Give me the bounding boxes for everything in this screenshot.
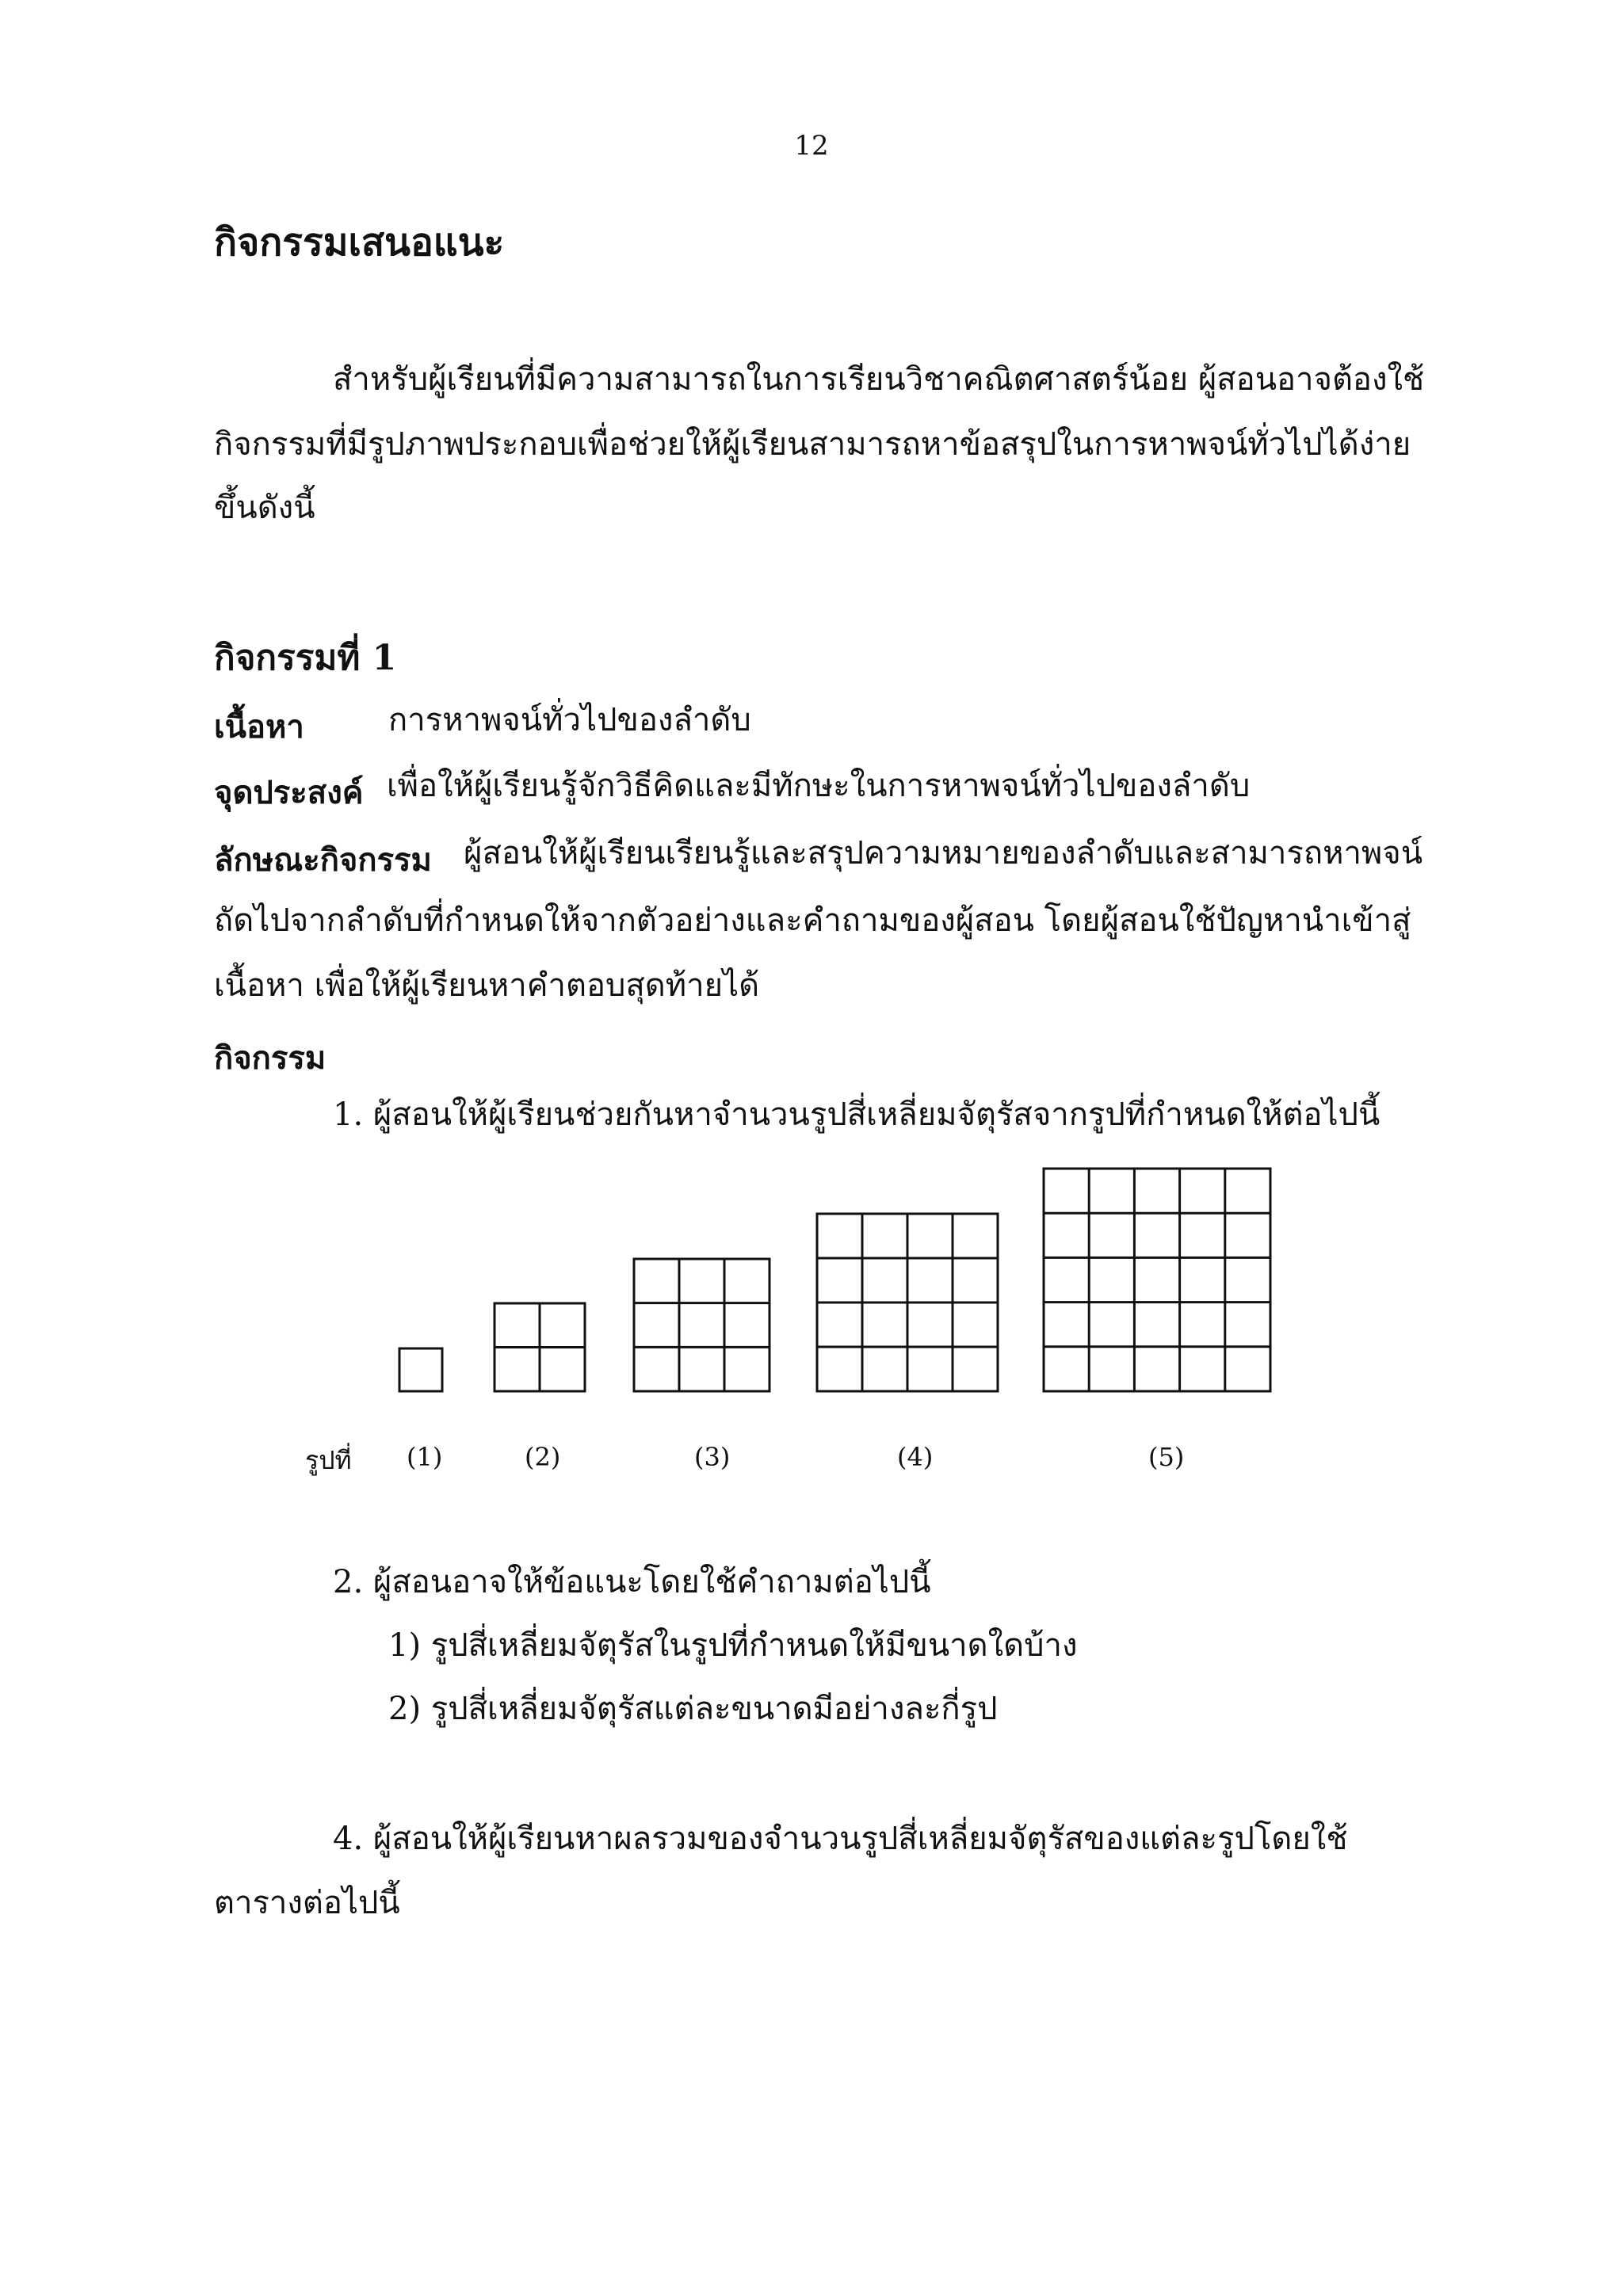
- figure-caption-5: (5): [1148, 1442, 1185, 1472]
- grid-outline: [1044, 1169, 1270, 1391]
- step-1: 1. ผู้สอนให้ผู้เรียนช่วยกันหาจำนวนรูปสี่เหลี่ยมจัตุรัสจากรูปที่กำหนดให้ต่อไปนี้: [333, 1097, 1381, 1133]
- figure-3-grid: [632, 1257, 771, 1393]
- question-1: 1) รูปสี่เหลี่ยมจัตุรัสในรูปที่กำหนดให้มีขนาดใดบ้าง: [388, 1627, 1078, 1664]
- objective-value: เพื่อให้ผู้เรียนรู้จักวิธีคิดและมีทักษะในการหาพจน์ทั่วไปของลำดับ: [387, 768, 1251, 804]
- figure-prefix: รูปที่: [305, 1445, 352, 1475]
- activities-label: กิจกรรม: [214, 1039, 327, 1077]
- figure-1-grid: [398, 1347, 444, 1393]
- intro-line-2: กิจกรรมที่มีรูปภาพประกอบเพื่อช่วยให้ผู้เรียนสามารถหาข้อสรุปในการหาพจน์ทั่วไปได้ง่าย: [214, 426, 1411, 463]
- section-title: กิจกรรมเสนอแนะ: [214, 220, 505, 265]
- nature-label: ลักษณะกิจกรรม: [214, 841, 432, 879]
- figure-5-grid: [1042, 1167, 1272, 1393]
- figure-caption-1: (1): [407, 1442, 443, 1472]
- objective-label: จุดประสงค์: [214, 774, 364, 811]
- page-number: 12: [794, 130, 829, 162]
- content-label: เนื้อหา: [214, 708, 304, 746]
- grid-outline: [399, 1348, 442, 1391]
- grid-outline: [634, 1259, 769, 1391]
- nature-line-2: ถัดไปจากลำดับที่กำหนดให้จากตัวอย่างและคำถามของผู้สอน โดยผู้สอนใช้ปัญหานำเข้าสู่: [214, 902, 1411, 939]
- content-value: การหาพจน์ทั่วไปของลำดับ: [388, 702, 751, 738]
- nature-line-1: ผู้สอนให้ผู้เรียนเรียนรู้และสรุปความหมายของลำดับและสามารถหาพจน์: [464, 835, 1423, 871]
- step-4-line-1: 4. ผู้สอนให้ผู้เรียนหาผลรวมของจำนวนรูปสี่เหลี่ยมจัตุรัสของแต่ละรูปโดยใช้: [333, 1821, 1348, 1857]
- question-2: 2) รูปสี่เหลี่ยมจัตุรัสแต่ละขนาดมีอย่างละกี่รูป: [388, 1691, 998, 1727]
- step-4-line-2: ตารางต่อไปนี้: [214, 1885, 400, 1921]
- figure-4-grid: [815, 1212, 999, 1393]
- activity-title: กิจกรรมที่ 1: [214, 638, 397, 678]
- nature-line-3: เนื้อหา เพื่อให้ผู้เรียนหาคำตอบสุดท้ายได้: [214, 967, 760, 1004]
- figure-caption-2: (2): [525, 1442, 561, 1472]
- intro-line-3: ขึ้นดังนี้: [214, 490, 315, 526]
- step-2: 2. ผู้สอนอาจให้ข้อแนะโดยใช้คำถามต่อไปนี้: [333, 1564, 931, 1600]
- intro-line-1: สำหรับผู้เรียนที่มีความสามารถในการเรียนวิชาคณิตศาสตร์น้อย ผู้สอนอาจต้องใช้: [333, 361, 1425, 398]
- figure-caption-4: (4): [897, 1442, 934, 1472]
- figure-caption-3: (3): [694, 1442, 731, 1472]
- figure-2-grid: [493, 1302, 586, 1393]
